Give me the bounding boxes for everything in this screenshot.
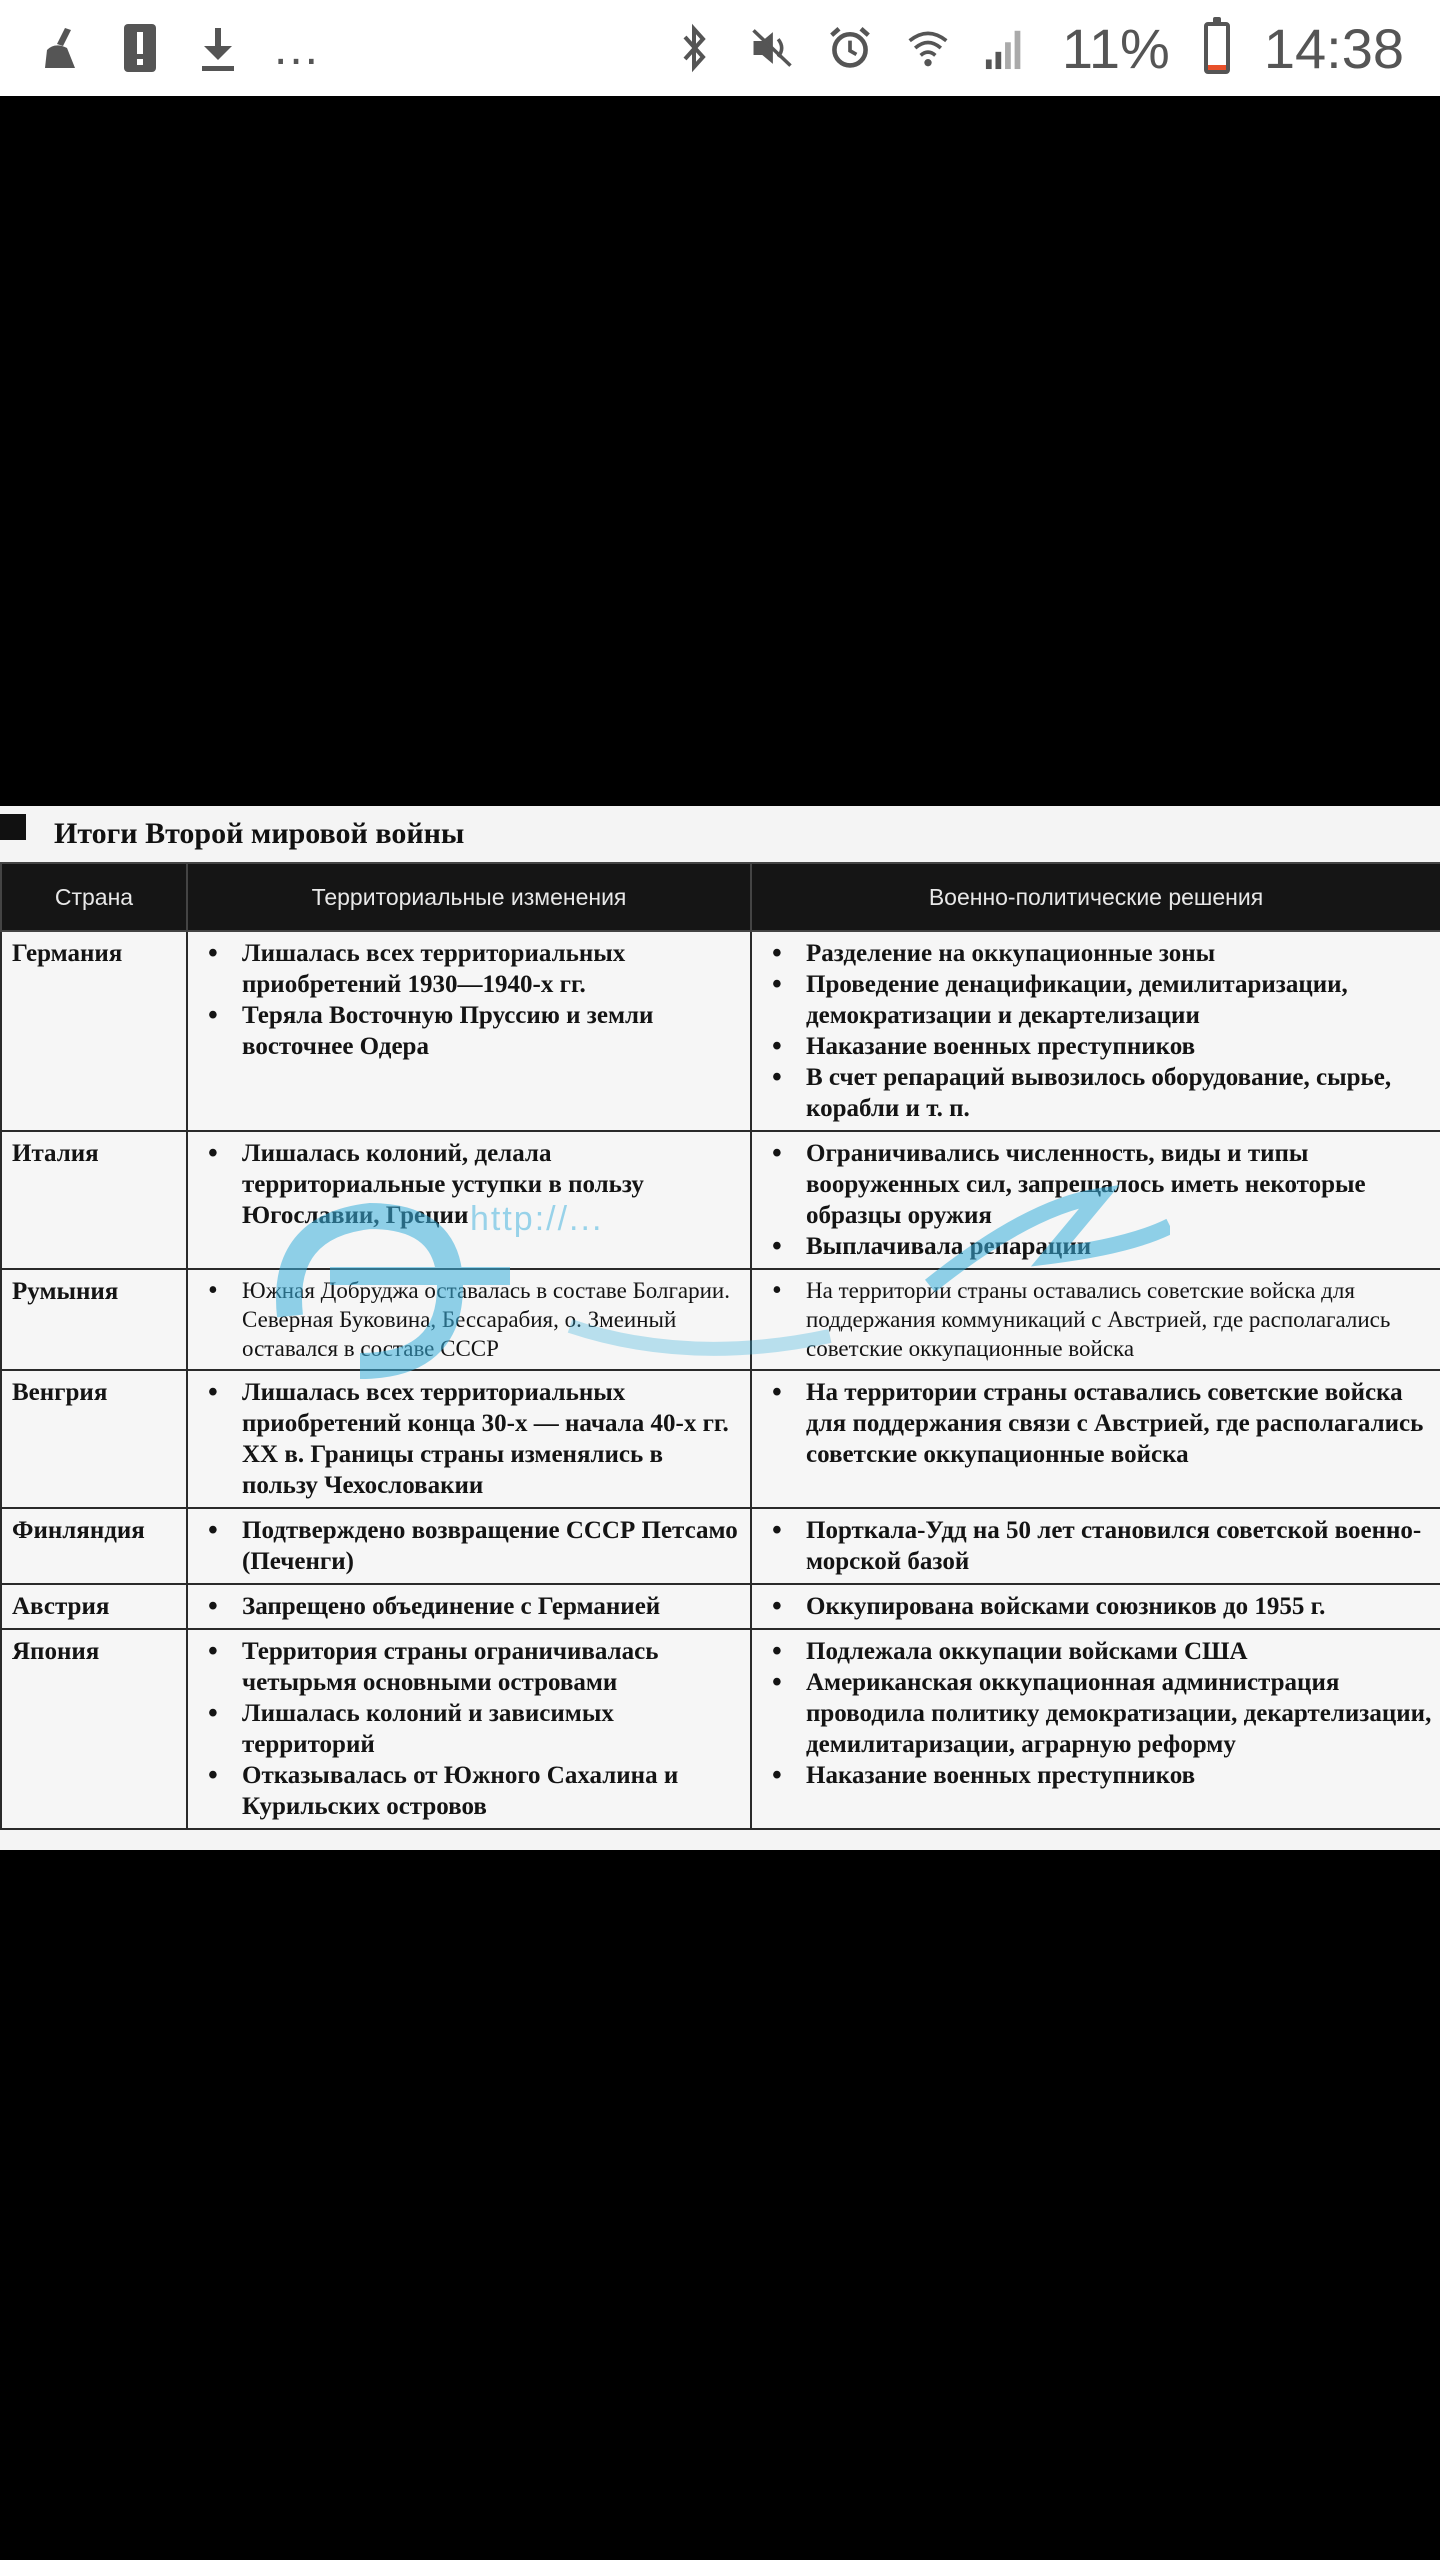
- bluetooth-icon: [672, 21, 716, 75]
- list-item: • Лишалась колоний, делала территориальные уступки в пользу Югославии, Греции: [242, 1138, 742, 1231]
- list-item: • Порткала-Удд на 50 лет становился советской военно-морской базой: [806, 1515, 1432, 1577]
- list-item: • На территории страны оставались советские войска для поддержания коммуникаций с Австрией, где располагались советские оккупационные войска: [806, 1276, 1432, 1363]
- more-notifications: ...: [274, 21, 321, 75]
- territorial-cell: [187, 1131, 751, 1269]
- territorial-cell: [187, 931, 751, 1131]
- doc-title-bar: [0, 806, 1440, 862]
- list-item: • Запрещено объединение с Германией: [242, 1591, 742, 1622]
- military-cell: [751, 931, 1440, 1131]
- country-cell: Румыния: [1, 1269, 187, 1370]
- battery-percent: 11%: [1061, 16, 1170, 80]
- list-item: • Американская оккупационная администрация проводила политику демократизации, декартелизации, демилитаризации, аграрную реформу: [806, 1667, 1432, 1760]
- country-cell: Австрия: [1, 1584, 187, 1629]
- table-row: [1, 1131, 1440, 1269]
- military-list: [762, 938, 1432, 1124]
- military-cell: [751, 1629, 1440, 1829]
- status-bar-left: [40, 21, 320, 76]
- military-list: [762, 1377, 1432, 1470]
- list-item: • Лишалась всех территориальных приобретений 1930—1940-х гг.: [242, 938, 742, 1000]
- territorial-list: [198, 1636, 742, 1822]
- territorial-cell: [187, 1584, 751, 1629]
- territorial-cell: [187, 1370, 751, 1508]
- territorial-list: [198, 1377, 742, 1501]
- status-bar: [0, 0, 1440, 96]
- list-item: • Наказание военных преступников: [806, 1760, 1432, 1791]
- alert-icon: [118, 21, 162, 75]
- country-cell: Япония: [1, 1629, 187, 1829]
- military-cell: [751, 1269, 1440, 1370]
- military-list: [762, 1138, 1432, 1262]
- list-item: • Подтверждено возвращение СССР Петсамо (Печенги): [242, 1515, 742, 1577]
- watermark-text: http://...: [470, 1200, 604, 1238]
- military-list: [762, 1276, 1432, 1363]
- military-cell: [751, 1370, 1440, 1508]
- list-item: • Теряла Восточную Пруссию и земли восточнее Одера: [242, 1000, 742, 1062]
- territorial-cell: [187, 1508, 751, 1584]
- header-territorial: Территориальные изменения: [187, 863, 751, 931]
- military-list: [762, 1636, 1432, 1791]
- status-bar-right: [672, 16, 1404, 81]
- list-item: • Лишалась колоний и зависимых территорий: [242, 1698, 742, 1760]
- country-cell: Италия: [1, 1131, 187, 1269]
- alarm-icon: [828, 21, 872, 75]
- wifi-icon: [906, 21, 950, 75]
- list-item: • Оккупирована войсками союзников до 1955 г.: [806, 1591, 1432, 1622]
- clock: 14:38: [1263, 16, 1404, 80]
- list-item: • На территории страны оставались советские войска для поддержания связи с Австрией, где располагались советские оккупационные войска: [806, 1377, 1432, 1470]
- table-row: [1, 1629, 1440, 1829]
- list-item: • Выплачивала репарации: [806, 1231, 1432, 1262]
- header-military: Военно-политические решения: [751, 863, 1440, 931]
- territorial-list: [198, 1276, 742, 1363]
- header-country: Страна: [1, 863, 187, 931]
- military-cell: [751, 1584, 1440, 1629]
- list-item: • Проведение денацификации, демилитаризации, демократизации и декартелизации: [806, 969, 1432, 1031]
- list-item: • Наказание военных преступников: [806, 1031, 1432, 1062]
- table-row: [1, 1508, 1440, 1584]
- document-image[interactable]: [0, 806, 1440, 1850]
- territorial-cell: [187, 1629, 751, 1829]
- cleaner-icon: [40, 21, 84, 75]
- table-row: [1, 1269, 1440, 1370]
- table-row: [1, 931, 1440, 1131]
- list-item: • В счет репараций вывозилось оборудование, сырье, корабли и т. п.: [806, 1062, 1432, 1124]
- title-marker: [0, 814, 26, 840]
- military-list: [762, 1515, 1432, 1577]
- territorial-list: [198, 938, 742, 1062]
- table-header-row: [1, 863, 1440, 931]
- list-item: • Лишалась всех территориальных приобретений конца 30-х — начала 40-х гг. XX в. Границы страны изменялись в пользу Чехословакии: [242, 1377, 742, 1501]
- table-title: Итоги Второй мировой войны: [54, 817, 465, 850]
- battery-icon: [1204, 22, 1230, 74]
- military-cell: [751, 1508, 1440, 1584]
- territorial-list: [198, 1591, 742, 1622]
- signal-icon: [984, 21, 1028, 75]
- list-item: • Территория страны ограничивалась четырьмя основными островами: [242, 1636, 742, 1698]
- list-item: • Отказывалась от Южного Сахалина и Курильских островов: [242, 1760, 742, 1822]
- list-item: • Южная Добруджа оставалась в составе Болгарии. Северная Буковина, Бессарабия, о. Змеиный оставался в составе СССР: [242, 1276, 742, 1363]
- territorial-cell: [187, 1269, 751, 1370]
- country-cell: Германия: [1, 931, 187, 1131]
- military-list: [762, 1591, 1432, 1622]
- results-table: [0, 862, 1440, 1830]
- list-item: • Разделение на оккупационные зоны: [806, 938, 1432, 969]
- country-cell: Венгрия: [1, 1370, 187, 1508]
- battery-fill: [1208, 65, 1226, 70]
- table-body: [1, 931, 1440, 1829]
- territorial-list: [198, 1515, 742, 1577]
- list-item: • Подлежала оккупации войсками США: [806, 1636, 1432, 1667]
- country-cell: Финляндия: [1, 1508, 187, 1584]
- military-cell: [751, 1131, 1440, 1269]
- table-row: [1, 1370, 1440, 1508]
- list-item: • Ограничивались численность, виды и типы вооруженных сил, запрещалось иметь некоторые образцы оружия: [806, 1138, 1432, 1231]
- table-row: [1, 1584, 1440, 1629]
- territorial-list: [198, 1138, 742, 1231]
- mute-icon: [750, 21, 794, 75]
- download-icon: [196, 21, 240, 75]
